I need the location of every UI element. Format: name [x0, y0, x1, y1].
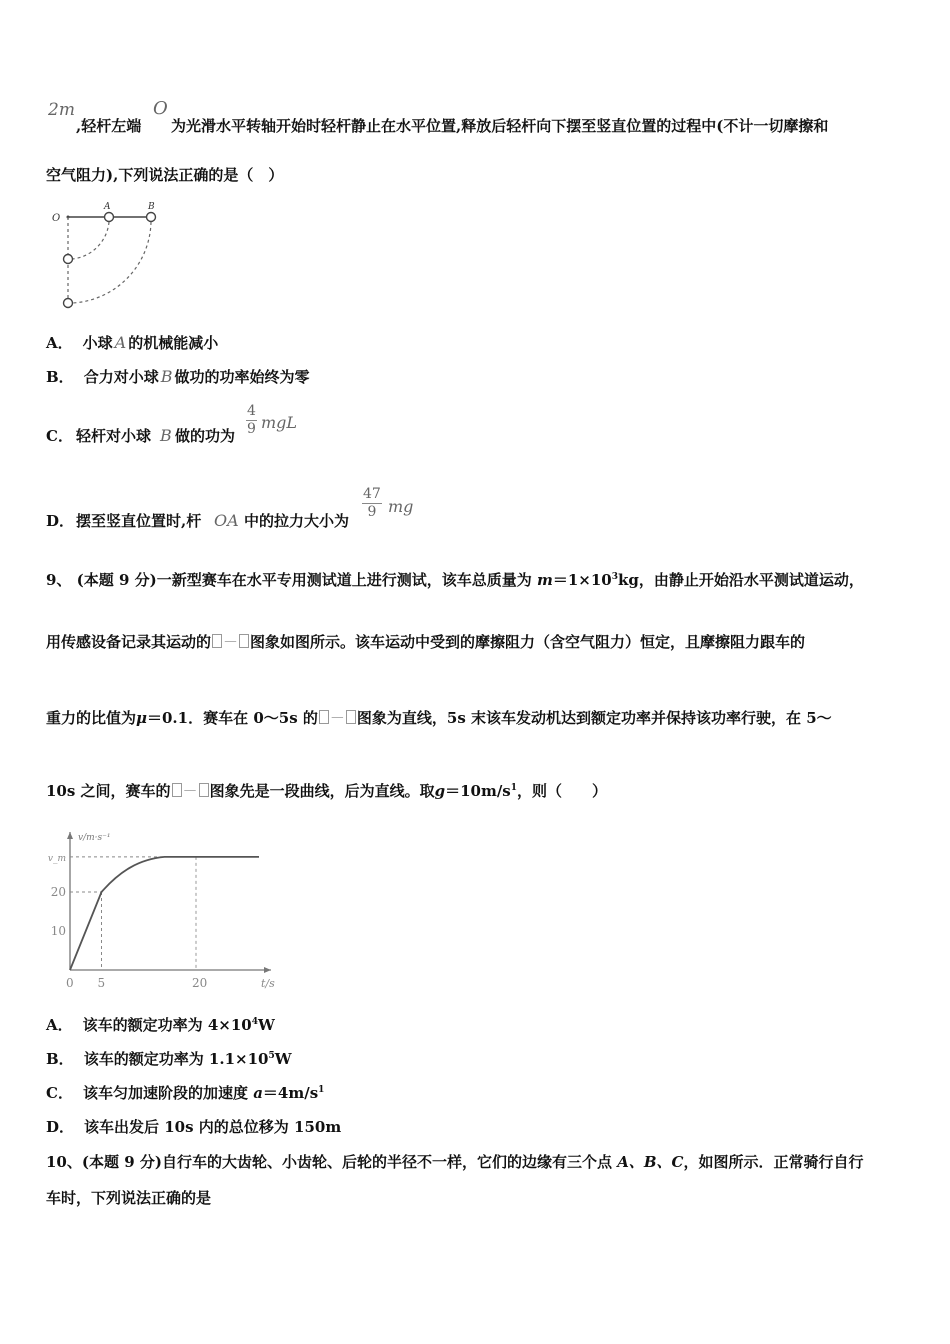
q9-line2b: 图象如图所示。该车运动中受到的摩擦阻力（含空气阻力）恒定，且摩擦阻力跟车的 — [250, 633, 806, 651]
q8-option-a — [46, 332, 218, 353]
vt-series-line — [70, 857, 259, 970]
mu-symbol: μ — [136, 709, 147, 727]
q10-line1a: 10、(本题 9 分)自行车的大齿轮、小齿轮、后轮的半径不一样，它们的边缘有三个点 — [46, 1153, 618, 1171]
fig-label-a: A — [104, 202, 111, 212]
q9-line3 — [46, 707, 832, 728]
option-label: B． — [46, 1050, 74, 1068]
option-text: 轻杆对小球 — [76, 427, 152, 445]
option-label: D． — [46, 512, 75, 530]
option-label: C． — [46, 427, 73, 445]
x-tick-label: 0 — [66, 976, 74, 990]
option-sup: 1 — [318, 1085, 325, 1095]
x-tick-label: 5 — [97, 976, 106, 990]
frac-numerator: 47 — [363, 486, 381, 502]
frac-denominator: 9 — [247, 421, 256, 437]
option-label: A． — [46, 334, 73, 352]
missing-glyph-box — [199, 783, 209, 797]
q9-line4c: ＝10m/s — [445, 782, 511, 800]
accel-a: a — [253, 1084, 263, 1102]
missing-glyph-box — [212, 634, 222, 648]
ball-a-end — [64, 255, 73, 264]
q9-line4b: 图象先是一段曲线，后为直线。取 — [209, 782, 435, 800]
q9-option-b — [46, 1048, 292, 1069]
option-text: 合力对小球 — [83, 368, 159, 386]
option-tail: W — [274, 1050, 292, 1068]
option-symbol: A — [114, 333, 127, 352]
pivot-symbol: O — [153, 98, 168, 119]
q9-line1c: kg，由静止开始沿水平测试道运动， — [618, 571, 864, 589]
option-label: C． — [46, 1084, 73, 1102]
q9-line4a: 10s 之间，赛车的 — [46, 782, 171, 800]
option-symbol: B — [160, 367, 173, 386]
dash: － — [223, 633, 239, 651]
x-axis-arrow — [264, 967, 271, 973]
y-tick-label: 20 — [50, 885, 66, 899]
ball-b-start — [147, 213, 156, 222]
q10-points: A、B、C — [617, 1153, 684, 1171]
option-text2: ＝4m/s — [262, 1084, 319, 1102]
fig-label-o: O — [52, 213, 61, 224]
q9-option-d — [46, 1116, 341, 1137]
option-label: A． — [46, 1016, 73, 1034]
q9-line3c: 图象为直线，5s 末该车发动机达到额定功率并保持该功率行驶，在 5～ — [356, 709, 832, 727]
q9-line4d: ，则（ ） — [517, 782, 608, 800]
q9-line1 — [46, 569, 864, 590]
q9-line3a: 重力的比值为 — [46, 709, 137, 727]
arc-b-dashed — [72, 222, 151, 303]
missing-glyph-box — [319, 710, 329, 724]
option-text-post: 做功的功率始终为零 — [174, 368, 310, 386]
option-text: 该车匀加速阶段的加速度 — [82, 1084, 254, 1102]
q10-line2: 车时，下列说法正确的是 — [46, 1189, 212, 1207]
frac-numerator: 4 — [247, 403, 256, 419]
option-sup: 4 — [251, 1017, 259, 1027]
dash: － — [182, 782, 198, 800]
missing-glyph-box — [346, 710, 356, 724]
formula-tail: mgL — [261, 413, 298, 432]
q10-line1b: ，如图所示．正常骑行自行 — [683, 1153, 864, 1171]
option-tail: W — [258, 1016, 275, 1034]
q9-option-a — [46, 1014, 275, 1035]
q8-line1b-text: 为光滑水平转轴开始时轻杆静止在水平位置,释放后轻杆向下摆至竖直位置的过程中(不计一切摩擦和 — [171, 117, 829, 135]
y-tick-label: v_m — [47, 853, 66, 864]
q8-pendulum-figure — [48, 196, 178, 316]
option-text-post: 做的功为 — [175, 427, 236, 445]
q9-line1b: ＝1×10 — [552, 571, 612, 589]
option-text-post: 的机械能减小 — [128, 334, 219, 352]
x-axis-label: t/s — [261, 977, 275, 990]
option-label: D． — [46, 1118, 75, 1136]
q9-line4 — [46, 780, 607, 801]
ball-b-end — [64, 299, 73, 308]
q8-line1-text: ,轻杆左端 — [76, 117, 142, 135]
option-text: 摆至竖直位置时,杆 — [76, 512, 202, 530]
option-symbol: B — [160, 426, 172, 445]
fig-label-b: B — [148, 202, 155, 212]
option-text: 小球 — [82, 334, 113, 352]
option-text-post: 中的拉力大小为 — [244, 512, 350, 530]
missing-glyph-box — [172, 783, 182, 797]
q8-line2: 空气阻力),下列说法正确的是（ ） — [46, 166, 284, 184]
q9-line2a: 用传感设备记录其运动的 — [46, 633, 212, 651]
missing-glyph-box — [239, 634, 249, 648]
q9-line1a: 9、 (本题 9 分)一新型赛车在水平专用测试道上进行测试，该车总质量为 — [46, 571, 537, 589]
fraction-4-9 — [246, 403, 257, 438]
dash: － — [329, 709, 345, 727]
option-sup: 5 — [268, 1051, 275, 1061]
formula-tail: mg — [388, 497, 414, 516]
exp-3: 3 — [611, 572, 618, 582]
option-text: 该车的额定功率为 1.1×10 — [83, 1050, 269, 1068]
g-symbol: g — [434, 782, 446, 800]
exp-1: 1 — [510, 783, 518, 793]
q10-line1 — [46, 1151, 863, 1172]
option-label: B． — [46, 368, 74, 386]
option-text: 该车出发后 10s 内的总位移为 150m — [84, 1118, 342, 1136]
arc-a-dashed — [72, 222, 109, 259]
q9-option-c — [46, 1082, 324, 1103]
mass-m: m — [536, 571, 553, 589]
y-axis-label: v/m·s⁻¹ — [78, 833, 111, 843]
ball-a-start — [105, 213, 114, 222]
mass-symbol: 2m — [48, 100, 75, 120]
option-text: 该车的额定功率为 4×10 — [82, 1016, 252, 1034]
x-tick-label: 20 — [192, 976, 208, 990]
y-axis-arrow — [67, 832, 73, 839]
y-tick-label: 10 — [50, 924, 66, 938]
vt-chart — [40, 826, 290, 996]
fraction-47-9 — [362, 486, 382, 521]
q8-option-b — [46, 366, 309, 387]
option-symbol: OA — [214, 511, 239, 530]
q9-line3b: ＝0.1．赛车在 0～5s 的 — [147, 709, 318, 727]
q9-line2 — [46, 631, 805, 652]
frac-denominator: 9 — [367, 504, 377, 520]
